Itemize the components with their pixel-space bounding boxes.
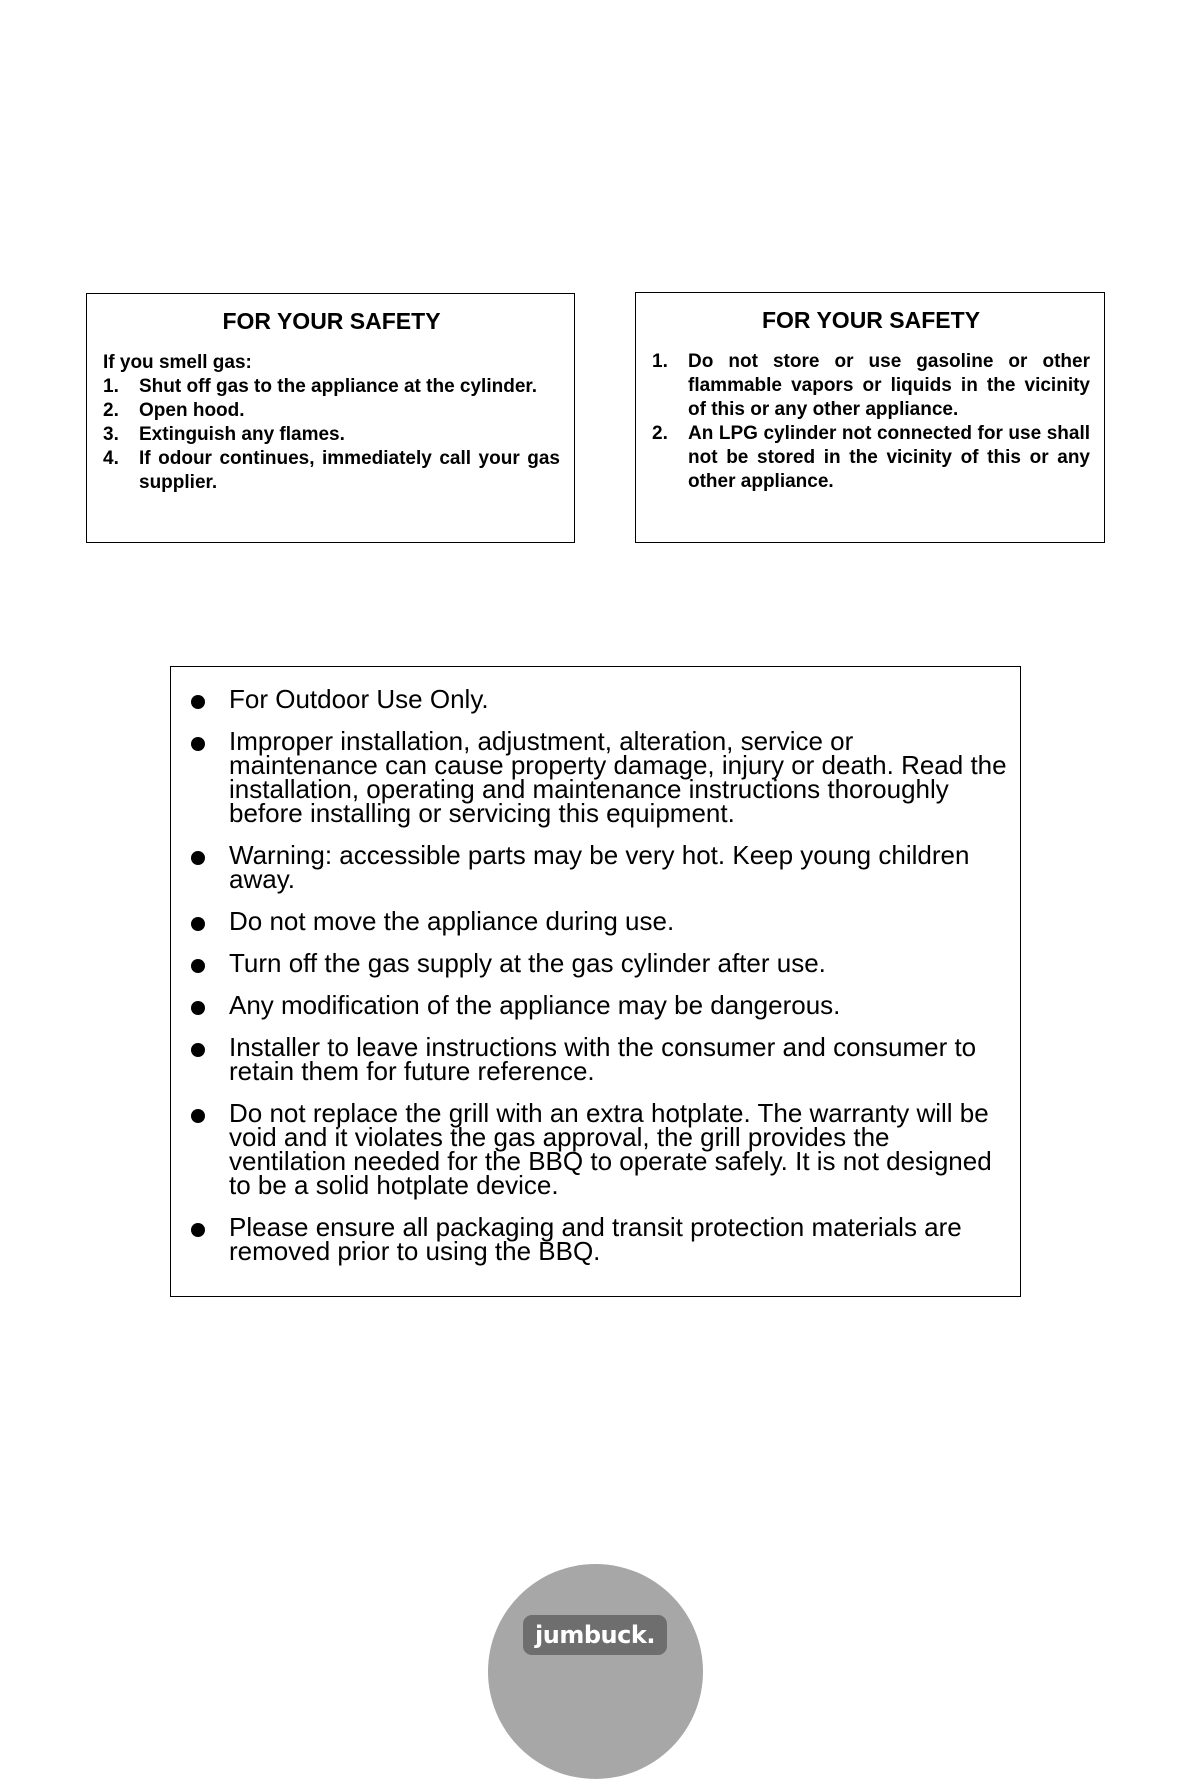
warning-text: Any modification of the appliance may be dangerous. [229,990,841,1020]
list-number: 2. [652,423,668,444]
bullet-icon [191,959,205,973]
list-item [103,447,560,495]
warning-item [189,906,1008,936]
warning-item [189,1212,1008,1266]
list-text: Extinguish any flames. [139,424,345,445]
safety-box-intro: If you smell gas: [103,352,252,373]
bullet-icon [191,851,205,865]
warning-item [189,1032,1008,1086]
list-number: 1. [103,376,119,397]
warning-item [189,684,1008,714]
warning-item [189,840,1008,894]
warning-text: Please ensure all packaging and transit protection materials are removed prior to using the BBQ. [229,1212,962,1266]
bullet-icon [191,917,205,931]
brand-logo [523,1615,667,1655]
list-number: 3. [103,424,119,445]
list-item [103,375,560,399]
list-number: 1. [652,351,668,372]
footer-circle [488,1564,703,1779]
warning-text: Improper installation, adjustment, alteration, service or maintenance can cause property damage, injury or death. Read the installation, operating and maintenance instructions thoroughly before installing or servicing this equipment. [229,726,1007,828]
warning-text: Do not replace the grill with an extra hotplate. The warranty will be void and it violates the gas approval, the grill provides the ventilation needed for the BBQ to operate safely. It is not designed to be a solid hotplate device. [229,1098,992,1200]
list-number: 2. [103,400,119,421]
bullet-icon [191,1001,205,1015]
list-text: If odour continues, immediately call your gas supplier. [139,448,560,493]
bullet-icon [191,1109,205,1123]
safety-box-gas-smell [86,293,575,543]
warning-text: Warning: accessible parts may be very hot. Keep young children away. [229,840,970,894]
list-text: Do not store or use gasoline or other flammable vapors or liquids in the vicinity of this or any other appliance. [688,351,1090,420]
safety-box-title: FOR YOUR SAFETY [761,307,981,333]
warning-text: For Outdoor Use Only. [229,684,489,714]
list-text: Open hood. [139,400,245,421]
list-number: 4. [103,448,119,469]
warnings-box [170,666,1021,1297]
warning-item [189,726,1008,828]
list-item [103,423,560,447]
safety-box-title: FOR YOUR SAFETY [222,308,441,334]
list-item [103,399,560,423]
warning-text: Turn off the gas supply at the gas cylinder after use. [229,948,826,978]
safety-rules-list [652,350,1090,494]
list-text: An LPG cylinder not connected for use shall not be stored in the vicinity of this or any other appliance. [688,423,1090,492]
bullet-icon [191,1043,205,1057]
warning-item [189,948,1008,978]
warning-item [189,990,1008,1020]
warnings-list [189,684,1008,1266]
list-text: Shut off gas to the appliance at the cylinder. [139,376,538,397]
bullet-icon [191,737,205,751]
safety-steps-list [103,375,560,495]
list-item [652,350,1090,422]
brand-logo-text: jumbuck. [535,1621,655,1649]
list-item [652,422,1090,494]
warning-text: Installer to leave instructions with the consumer and consumer to retain them for future reference. [229,1032,977,1086]
bullet-icon [191,1223,205,1237]
bullet-icon [191,695,205,709]
warning-text: Do not move the appliance during use. [229,906,675,936]
warning-item [189,1098,1008,1200]
safety-box-storage [635,292,1105,543]
